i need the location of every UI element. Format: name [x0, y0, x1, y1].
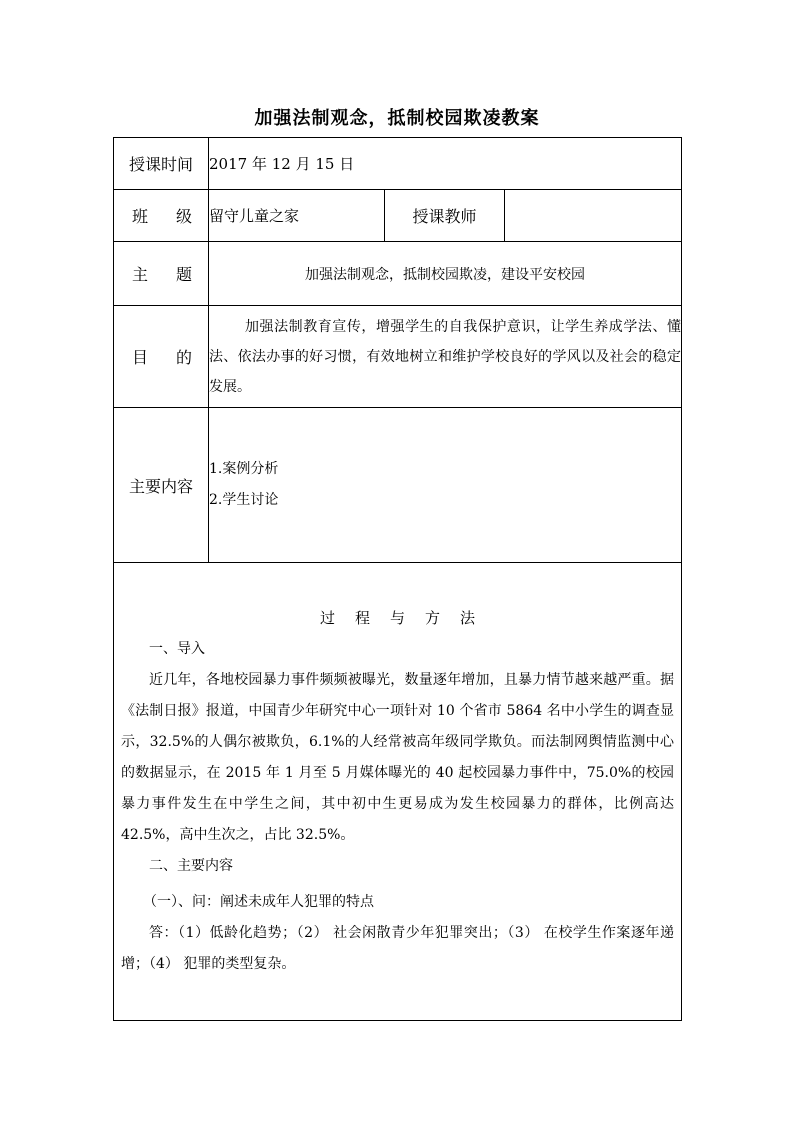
purpose-label-char-2: 的	[175, 348, 192, 367]
class-value-cell	[209, 190, 385, 242]
class-label-cell	[114, 190, 209, 242]
main-content-label: 主要内容	[128, 476, 193, 496]
row-class	[114, 190, 682, 242]
main-content-list	[209, 408, 682, 563]
purpose-label-char-1: 目	[132, 348, 149, 367]
time-value-cell	[209, 138, 682, 190]
class-label-char-2: 级	[175, 207, 192, 226]
topic-value: 加强法制观念，抵制校园欺凌，建设平安校园	[305, 266, 585, 283]
purpose-value-cell	[209, 306, 682, 408]
teacher-label-cell	[385, 190, 505, 242]
main-content-label-cell	[114, 408, 209, 563]
row-topic	[114, 242, 682, 306]
section-1-title: 一、导入	[149, 641, 205, 657]
teacher-label: 授课教师	[412, 207, 477, 226]
section-1-paragraph: 近几年，各地校园暴力事件频频被曝光，数量逐年增加，且暴力情节越来越严重。据《法制日报》报道，中国青少年研究中心一项针对 10 个省市 5864 名中小学生的调查显示，32.5%的人偶尔被欺负，6.1%的人经常被高年级同学欺负。而法制网舆情监测中心的数据显示，在 2015 年 1 月至 5 月媒体曝光的 40 起校园暴力事件中，75.0%的校园暴力事件发生在中学生之间，其中初中生更易成为发生校园暴力的群体，比例高达 42.5%，高中生次之，占比 32.5%。	[121, 672, 674, 843]
answer-text: 答：（1）低龄化趋势；（2） 社会闲散青少年犯罪突出；（3） 在校学生作案逐年递增；（4） 犯罪的类型复杂。	[121, 925, 674, 972]
lesson-plan-table	[113, 137, 682, 1021]
document-title: 加强法制观念，抵制校园欺凌教案	[254, 108, 540, 129]
topic-label-char-2: 题	[175, 265, 192, 284]
row-time	[114, 138, 682, 190]
process-heading: 过程与方法	[319, 609, 495, 627]
row-process	[114, 563, 682, 1021]
row-purpose	[114, 306, 682, 408]
topic-label-cell	[114, 242, 209, 306]
time-label: 授课时间	[128, 155, 193, 174]
class-label-char-1: 班	[132, 207, 149, 226]
purpose-value: 加强法制教育宣传，增强学生的自我保护意识，让学生养成学法、懂法、依法办事的好习惯，有效地树立和维护学校良好的学风以及社会的稳定发展。	[209, 318, 681, 395]
question-text: （一）、问：阐述未成年人犯罪的特点	[143, 894, 374, 910]
process-cell	[114, 563, 682, 1021]
time-label-cell	[114, 138, 209, 190]
topic-label-char-1: 主	[132, 265, 149, 284]
purpose-label-cell	[114, 306, 209, 408]
time-value: 2017 年 12 月 15 日	[209, 155, 355, 173]
main-content-item-2: 2.学生讨论	[209, 492, 279, 508]
class-value: 留守儿童之家	[209, 207, 300, 225]
teacher-value-cell	[505, 190, 682, 242]
topic-value-cell	[209, 242, 682, 306]
main-content-item-1: 1.案例分析	[209, 461, 279, 477]
section-2-title: 二、主要内容	[149, 858, 233, 874]
row-main-content	[114, 408, 682, 563]
